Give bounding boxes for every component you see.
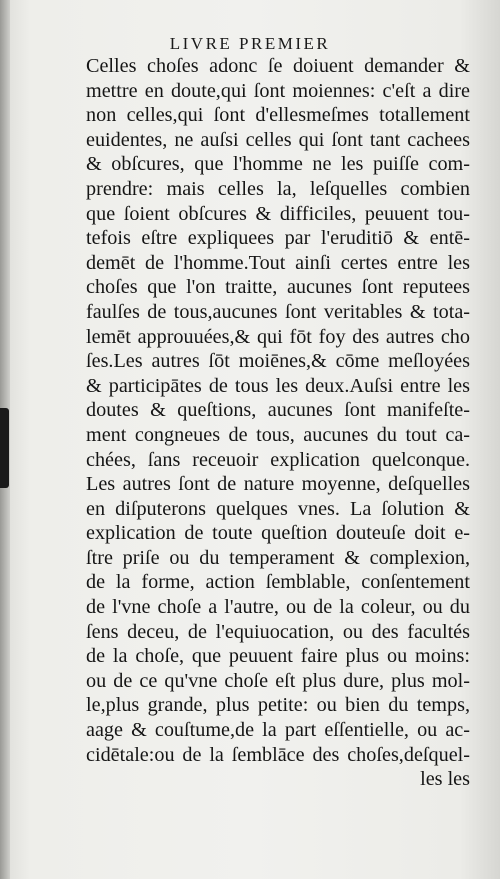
text-line: ou de ce qu'vne choſe eſt plus dure, plus mol- — [86, 669, 470, 692]
text-line: doutes & queſtions, aucunes ſont manifeſte- — [86, 399, 470, 422]
text-line: ment congneues de tous, aucunes du tout ca- — [86, 423, 470, 446]
text-line: tefois eſtre expliquees par l'eruditiō & entē- — [86, 227, 470, 250]
text-line: faulſes de tous,aucunes ſont veritables & tota- — [86, 300, 470, 323]
text-line: de l'vne choſe a l'autre, ou de la coleur, ou du — [86, 596, 470, 619]
text-line: prendre: mais celles la, leſquelles combien — [86, 177, 470, 200]
text-line: & participātes de tous les deux.Auſsi entre les — [86, 374, 470, 397]
page-tab-marker — [0, 408, 9, 488]
text-line: lemēt approuuées,& qui fōt foy des autres cho — [86, 325, 470, 348]
text-line: demēt de l'homme.Tout ainſi certes entre les — [86, 251, 470, 274]
text-line: & obſcures, que l'homme ne les puiſſe com- — [86, 153, 470, 176]
text-line: le,plus grande, plus petite: ou bien du temps, — [86, 694, 470, 717]
text-line: de la choſe, que peuuent faire plus ou moins: — [86, 645, 470, 668]
text-line: cidētale:ou de la ſemblāce des choſes,deſquel- — [86, 743, 470, 766]
text-line: aage & couſtume,de la part eſſentielle, ou ac- — [86, 719, 470, 742]
body-text — [86, 54, 470, 792]
text-line: mettre en doute,qui ſont moiennes: c'eſt a dire — [86, 79, 470, 102]
text-line: que ſoient obſcures & difficiles, peuuent tou- — [86, 202, 470, 225]
catchword: les les — [420, 768, 470, 791]
text-line: Les autres ſont de nature moyenne, deſquelles — [86, 473, 470, 496]
text-line: chées, ſans receuoir explication quelconque. — [86, 448, 470, 471]
text-line: de la forme, action ſemblable, conſentement — [86, 571, 470, 594]
text-line: euidentes, ne auſsi celles qui ſont tant cachees — [86, 128, 470, 151]
text-line: Celles choſes adonc ſe doiuent demander & — [86, 55, 470, 77]
text-line: ſes.Les autres ſōt moiēnes,& cōme meſloyées — [86, 350, 470, 373]
text-line: ſens deceu, de l'equiuocation, ou des facultés — [86, 620, 470, 643]
running-head: LIVRE PREMIER — [169, 34, 331, 53]
text-line: ſtre priſe ou du temperament & complexion, — [86, 546, 470, 569]
text-line: en diſputerons quelques vnes. La ſolution & — [86, 497, 470, 520]
text-line: non celles,qui ſont d'ellesmeſmes totallement — [86, 104, 470, 127]
text-line: choſes que l'on traitte, aucunes ſont reputees — [86, 276, 470, 299]
text-line: explication de toute queſtion douteuſe doit e- — [86, 522, 470, 545]
